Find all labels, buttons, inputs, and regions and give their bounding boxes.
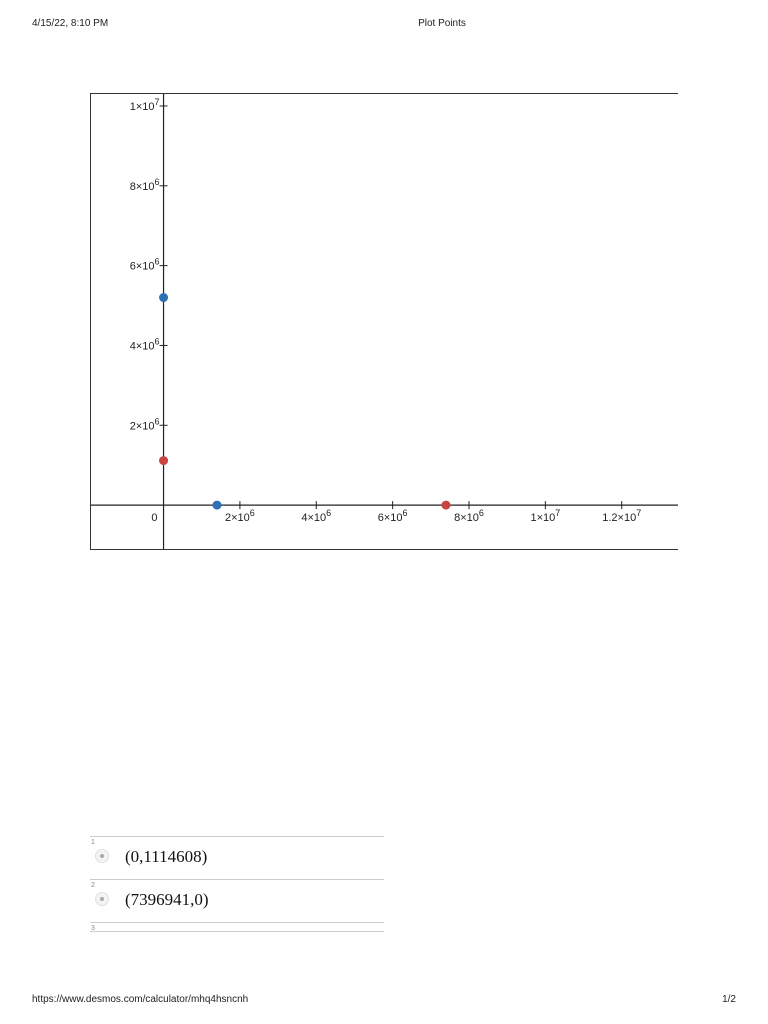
scatter-plot[interactable]: [91, 94, 678, 550]
x-tick-label: $6\times 10^6$: [377, 508, 408, 525]
x-tick-label: $2\times 10^6$: [225, 508, 255, 525]
y-tick-label: $2\times 10^6$: [129, 416, 160, 433]
x-tick-label: $8\times 10^6$: [454, 508, 484, 525]
data-point[interactable]: [441, 501, 450, 510]
point-style-icon[interactable]: [95, 892, 109, 906]
expression-index: 3: [91, 925, 95, 932]
x-tick-label: $1.2\times 10^7$: [602, 508, 642, 525]
expression-text[interactable]: (0,1114608): [125, 847, 208, 866]
page-title: Plot Points: [418, 18, 466, 29]
x-tick-label: $4\times 10^6$: [301, 508, 332, 525]
expression-row-1[interactable]: [90, 836, 384, 879]
data-point[interactable]: [159, 456, 168, 465]
data-point[interactable]: [159, 293, 168, 302]
y-tick-label: $6\times 10^6$: [129, 256, 160, 273]
expression-index: 1: [91, 839, 95, 846]
y-tick-label: $4\times 10^6$: [129, 336, 160, 353]
page-number: 1/2: [722, 994, 736, 1005]
graph-panel[interactable]: [90, 93, 678, 550]
page-url: https://www.desmos.com/calculator/mhq4hsncnh: [32, 994, 249, 1005]
expression-row-3[interactable]: [90, 922, 384, 932]
expression-text[interactable]: (7396941,0): [125, 890, 209, 909]
expression-row-2[interactable]: [90, 879, 384, 922]
data-point[interactable]: [213, 501, 222, 510]
print-timestamp: 4/15/22, 8:10 PM: [32, 18, 109, 29]
expression-index: 2: [91, 882, 95, 889]
y-tick-label: $8\times 10^6$: [129, 176, 160, 193]
y-tick-label: $1\times 10^7$: [129, 96, 160, 113]
x-tick-label: $1\times 10^7$: [530, 508, 561, 525]
expression-list: [90, 836, 384, 932]
origin-label: 0: [151, 512, 158, 525]
point-style-icon[interactable]: [95, 849, 109, 863]
